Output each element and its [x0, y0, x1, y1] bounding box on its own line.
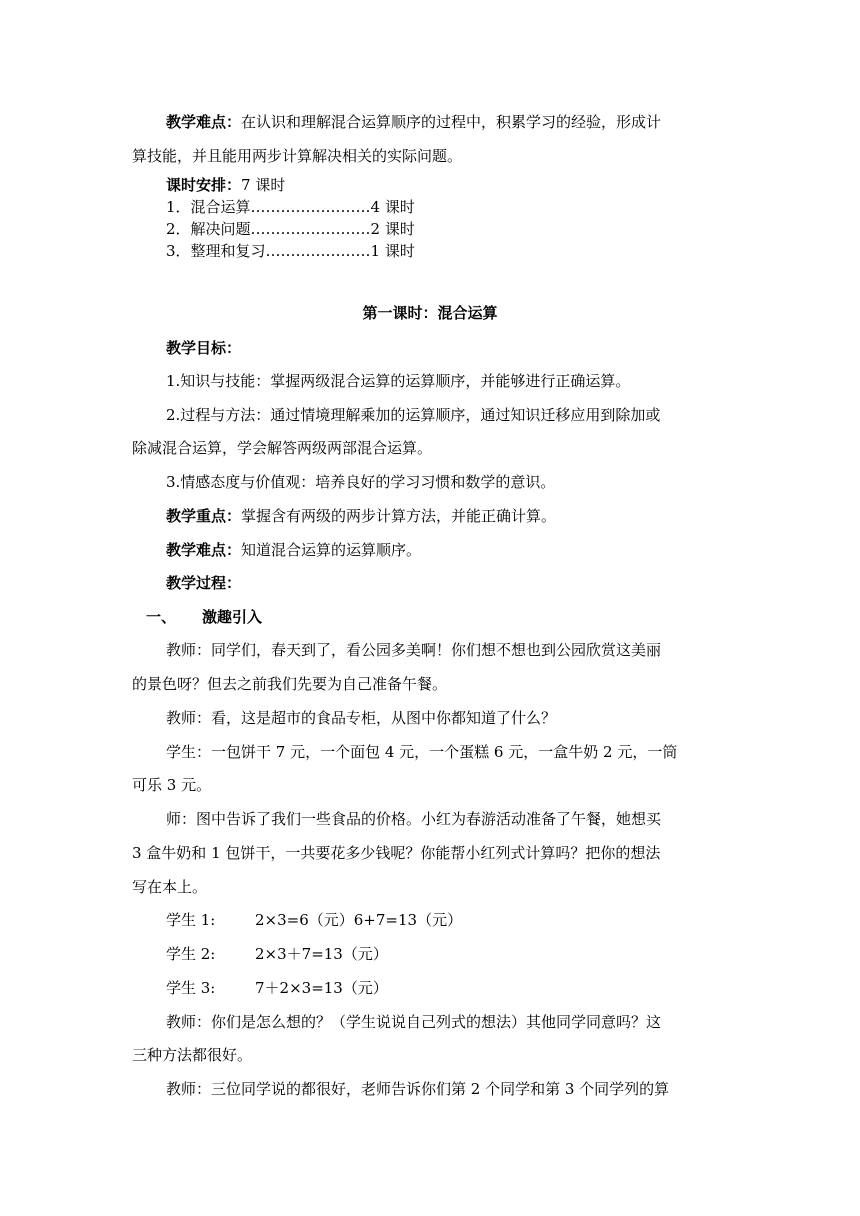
- schedule-label: 课时安排：: [166, 176, 242, 194]
- schedule-line: [166, 175, 285, 195]
- section-1-title: 激趣引入: [202, 608, 263, 626]
- teacher-line-5a: 教师：三位同学说的都很好，老师告诉你们第 2 个同学和第 3 个同学列的算: [166, 1080, 670, 1098]
- teacher-line-4a: 教师：你们是怎么想的？（学生说说自己列式的想法）其他同学同意吗？这: [166, 1013, 662, 1031]
- section-1-heading: [146, 607, 262, 627]
- teacher-line-3c: 写在本上。: [132, 878, 208, 896]
- difficulty-top-line2: 算技能，并且能用两步计算解决相关的实际问题。: [132, 147, 463, 165]
- difficulty-line: [166, 540, 421, 560]
- student-answer-2-expr: 2×3＋7=13（元）: [255, 945, 388, 963]
- section-1-number: 一、: [146, 608, 177, 626]
- lesson-title: 第一课时：混合运算: [362, 304, 498, 322]
- schedule-item-2: 2．解决问题……………………2 课时: [166, 220, 415, 238]
- student-answer-3-expr: 7＋2×3=13（元）: [255, 979, 388, 997]
- student-answer-1-expr: 2×3=6（元）6+7=13（元）: [255, 911, 463, 929]
- student-line-1b: 可乐 3 元。: [132, 776, 212, 794]
- student-answer-1-label: 学生 1:: [166, 911, 216, 929]
- student-line-1a: 学生：一包饼干 7 元，一个面包 4 元，一个蛋糕 6 元，一盒牛奶 2 元，一筒: [166, 743, 678, 761]
- student-answer-3-label: 学生 3:: [166, 979, 216, 997]
- objective-1: 1.知识与技能：掌握两级混合运算的运算顺序，并能够进行正确运算。: [166, 372, 631, 390]
- process-label: 教学过程：: [166, 574, 242, 592]
- schedule-value: 7 课时: [241, 176, 286, 194]
- student-answer-2-label: 学生 2:: [166, 945, 216, 963]
- key-point-line: [166, 506, 556, 526]
- teacher-line-1a: 教师：同学们，春天到了，看公园多美啊！你们想不想也到公园欣赏这美丽: [166, 641, 662, 659]
- teacher-line-3a: 师：图中告诉了我们一些食品的价格。小红为春游活动准备了午餐，她想买: [166, 810, 662, 828]
- teacher-line-1b: 的景色呀？但去之前我们先要为自己准备午餐。: [132, 675, 448, 693]
- objective-2-line2: 除减混合运算，学会解答两级两部混合运算。: [132, 439, 433, 457]
- teacher-line-3b: 3 盒牛奶和 1 包饼干，一共要花多少钱呢？你能帮小红列式计算吗？把你的想法: [132, 844, 661, 862]
- key-point-text: 掌握含有两级的两步计算方法，并能正确计算。: [241, 507, 557, 525]
- key-point-label: 教学重点：: [166, 507, 242, 525]
- objective-2-line1: 2.过程与方法：通过情境理解乘加的运算顺序，通过知识迁移应用到除加或: [166, 406, 661, 424]
- objectives-label: 教学目标：: [166, 339, 242, 357]
- schedule-item-1: 1．混合运算……………………4 课时: [166, 198, 415, 216]
- difficulty-text: 知道混合运算的运算顺序。: [241, 541, 422, 559]
- teacher-line-2: 教师：看，这是超市的食品专柜，从图中你都知道了什么？: [166, 709, 557, 727]
- difficulty-label: 教学难点：: [166, 541, 242, 559]
- schedule-item-3: 3．整理和复习…………………1 课时: [166, 242, 415, 260]
- difficulty-top-line1: [166, 112, 661, 132]
- teacher-line-4b: 三种方法都很好。: [132, 1046, 253, 1064]
- difficulty-top-text1: 在认识和理解混合运算顺序的过程中，积累学习的经验，形成计: [241, 113, 662, 131]
- difficulty-top-label: 教学难点：: [166, 113, 242, 131]
- objective-3: 3.情感态度与价值观：培养良好的学习习惯和数学的意识。: [166, 473, 556, 491]
